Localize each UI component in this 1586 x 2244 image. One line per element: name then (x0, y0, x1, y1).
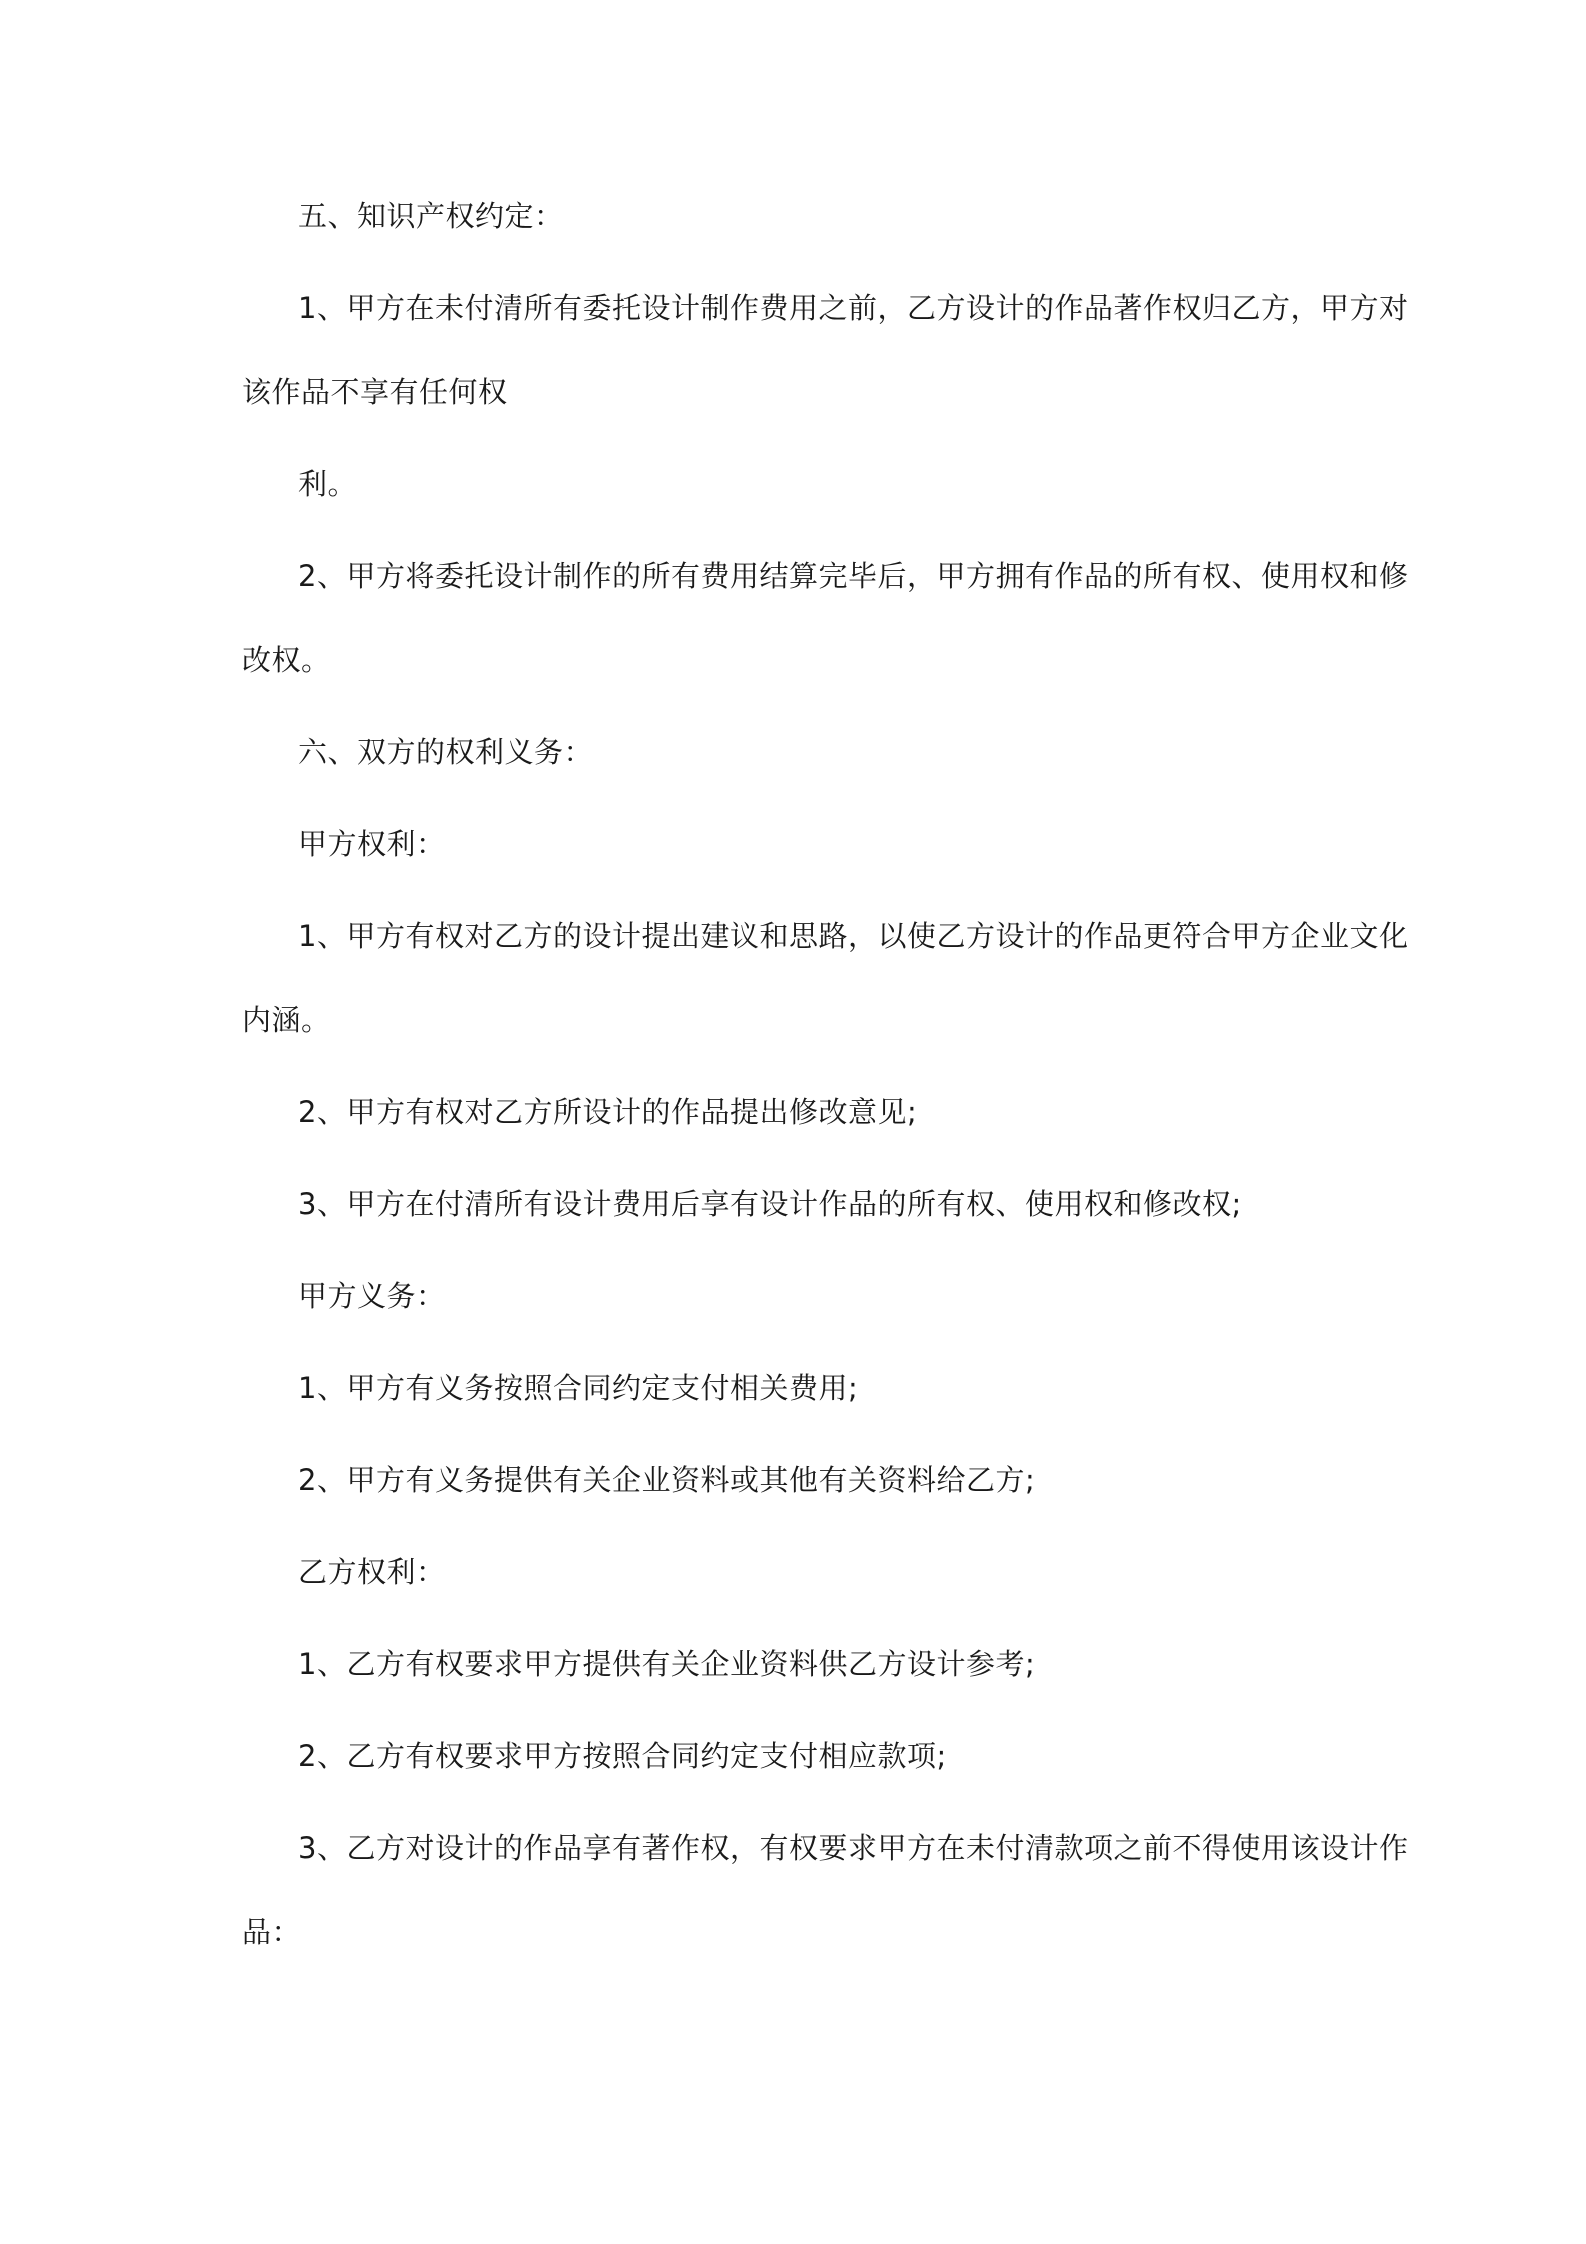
ip-clause-1-line-3: 利。 (298, 467, 358, 501)
ip-clause-2-line-2: 改权。 (242, 643, 331, 677)
party-a-right-1-line-2: 内涵。 (242, 1003, 331, 1037)
party-b-right-3-line-1: 3、乙方对设计的作品享有著作权，有权要求甲方在未付清款项之前不得使用该设计作 (298, 1831, 1409, 1865)
party-a-obligation-2: 2、甲方有义务提供有关企业资料或其他有关资料给乙方; (298, 1463, 1036, 1497)
party-b-right-1: 1、乙方有权要求甲方提供有关企业资料供乙方设计参考; (298, 1647, 1036, 1681)
subheading-party-a-rights: 甲方权利： (298, 827, 446, 861)
party-a-right-1-line-1: 1、甲方有权对乙方的设计提出建议和思路，以使乙方设计的作品更符合甲方企业文化 (298, 919, 1409, 953)
party-b-right-2: 2、乙方有权要求甲方按照合同约定支付相应款项; (298, 1739, 947, 1773)
party-b-right-3-line-2: 品： (242, 1915, 302, 1949)
section-heading-rights-obligations: 六、双方的权利义务： (298, 735, 594, 769)
party-a-right-3: 3、甲方在付清所有设计费用后享有设计作品的所有权、使用权和修改权; (298, 1187, 1242, 1221)
section-heading-ip: 五、知识产权约定： (298, 199, 564, 233)
party-a-obligation-1: 1、甲方有义务按照合同约定支付相关费用; (298, 1371, 859, 1405)
document-body (242, 196, 1409, 2004)
ip-clause-1-line-2: 该作品不享有任何权 (242, 375, 508, 409)
party-a-right-2: 2、甲方有权对乙方所设计的作品提出修改意见; (298, 1095, 918, 1129)
subheading-party-a-obligations: 甲方义务： (298, 1279, 446, 1313)
subheading-party-b-rights: 乙方权利： (298, 1555, 446, 1589)
ip-clause-1-line-1: 1、甲方在未付清所有委托设计制作费用之前，乙方设计的作品著作权归乙方，甲方对 (298, 291, 1409, 325)
ip-clause-2-line-1: 2、甲方将委托设计制作的所有费用结算完毕后，甲方拥有作品的所有权、使用权和修 (298, 559, 1409, 593)
